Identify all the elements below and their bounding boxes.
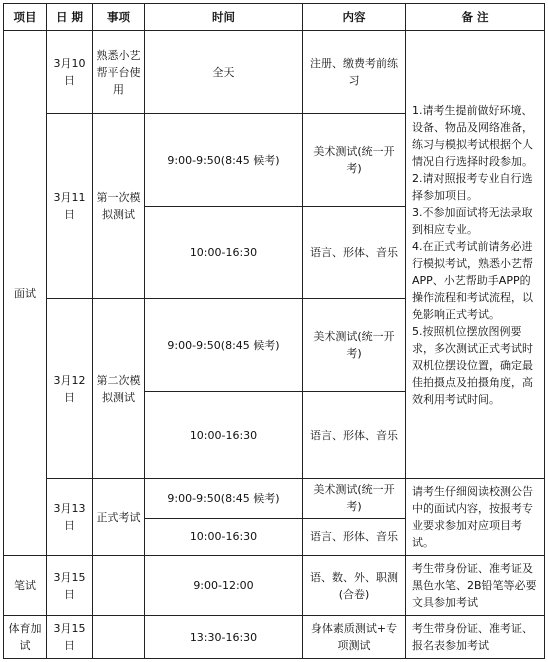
item-cell: 熟悉小艺帮平台使用 [93,31,145,114]
content-cell: 语言、形体、音乐 [303,207,406,299]
project-interview: 面试 [4,31,47,556]
item-cell [93,616,145,659]
date-cell: 3月15日 [47,616,93,659]
content-cell: 美术测试(统一开考) [303,114,406,207]
time-cell: 9:00-9:50(8:45 候考) [145,114,303,207]
note-line: 5.按照机位摆放图例要求，多次测试正式考试时双机位摆设位置，确定最佳拍摄点及拍摄角度，高效利用考试时间。 [412,324,533,406]
note-line: 1.请考生提前做好环境、设备、物品及网络准备，练习与模拟考试根据个人情况自行选择时段参加。 [412,103,533,168]
date-cell: 3月11日 [47,114,93,299]
time-cell: 9:00-9:50(8:45 候考) [145,479,303,519]
schedule-table [3,3,545,659]
table-row [4,479,545,519]
time-cell: 9:00-12:00 [145,556,303,616]
content-cell: 语、数、外、职测(合卷) [303,556,406,616]
note-line: 3.不参加面试将无法录取到相应专业。 [412,205,533,236]
content-cell: 语言、形体、音乐 [303,518,406,555]
header-content: 内容 [303,4,406,31]
table-row [4,616,545,659]
item-cell: 第二次模拟测试 [93,299,145,479]
date-cell: 3月13日 [47,479,93,556]
item-cell [93,556,145,616]
table-row [4,556,545,616]
content-cell: 美术测试(统一开考) [303,299,406,392]
note-line: 2.请对照报考专业自行选择参加项目。 [412,171,533,202]
project-written: 笔试 [4,556,47,616]
content-cell: 美术测试(统一开考) [303,479,406,519]
content-cell: 注册、缴费考前练习 [303,31,406,114]
item-cell: 正式考试 [93,479,145,556]
time-cell: 13:30-16:30 [145,616,303,659]
written-notes: 考生带身份证、准考证及黑色水笔、2B铅笔等必要文具参加考试 [406,556,545,616]
note-line: 4.在正式考试前请务必进行模拟考试，熟悉小艺帮APP、小艺帮助手APP的操作流程和考试流程，以免影响正式考试。 [412,239,533,321]
header-notes: 备 注 [406,4,545,31]
interview-notes [406,31,545,479]
content-cell: 身体素质测试+专项测试 [303,616,406,659]
date-cell: 3月12日 [47,299,93,479]
time-cell: 全天 [145,31,303,114]
table-row [4,31,545,114]
pe-notes: 考生带身份证、准考证、报名表参加考试 [406,616,545,659]
header-date: 日 期 [47,4,93,31]
time-cell: 10:00-16:30 [145,207,303,299]
date-cell: 3月15日 [47,556,93,616]
project-pe: 体育加试 [4,616,47,659]
header-project: 项目 [4,4,47,31]
date-cell: 3月10日 [47,31,93,114]
item-cell: 第一次模拟测试 [93,114,145,299]
header-row [4,4,545,31]
content-cell: 语言、形体、音乐 [303,392,406,479]
formal-notes: 请考生仔细阅读校测公告中的面试内容，按报考专业要求参加对应项目考试。 [406,479,545,556]
time-cell: 10:00-16:30 [145,392,303,479]
header-time: 时间 [145,4,303,31]
header-item: 事项 [93,4,145,31]
time-cell: 9:00-9:50(8:45 候考) [145,299,303,392]
time-cell: 10:00-16:30 [145,518,303,555]
